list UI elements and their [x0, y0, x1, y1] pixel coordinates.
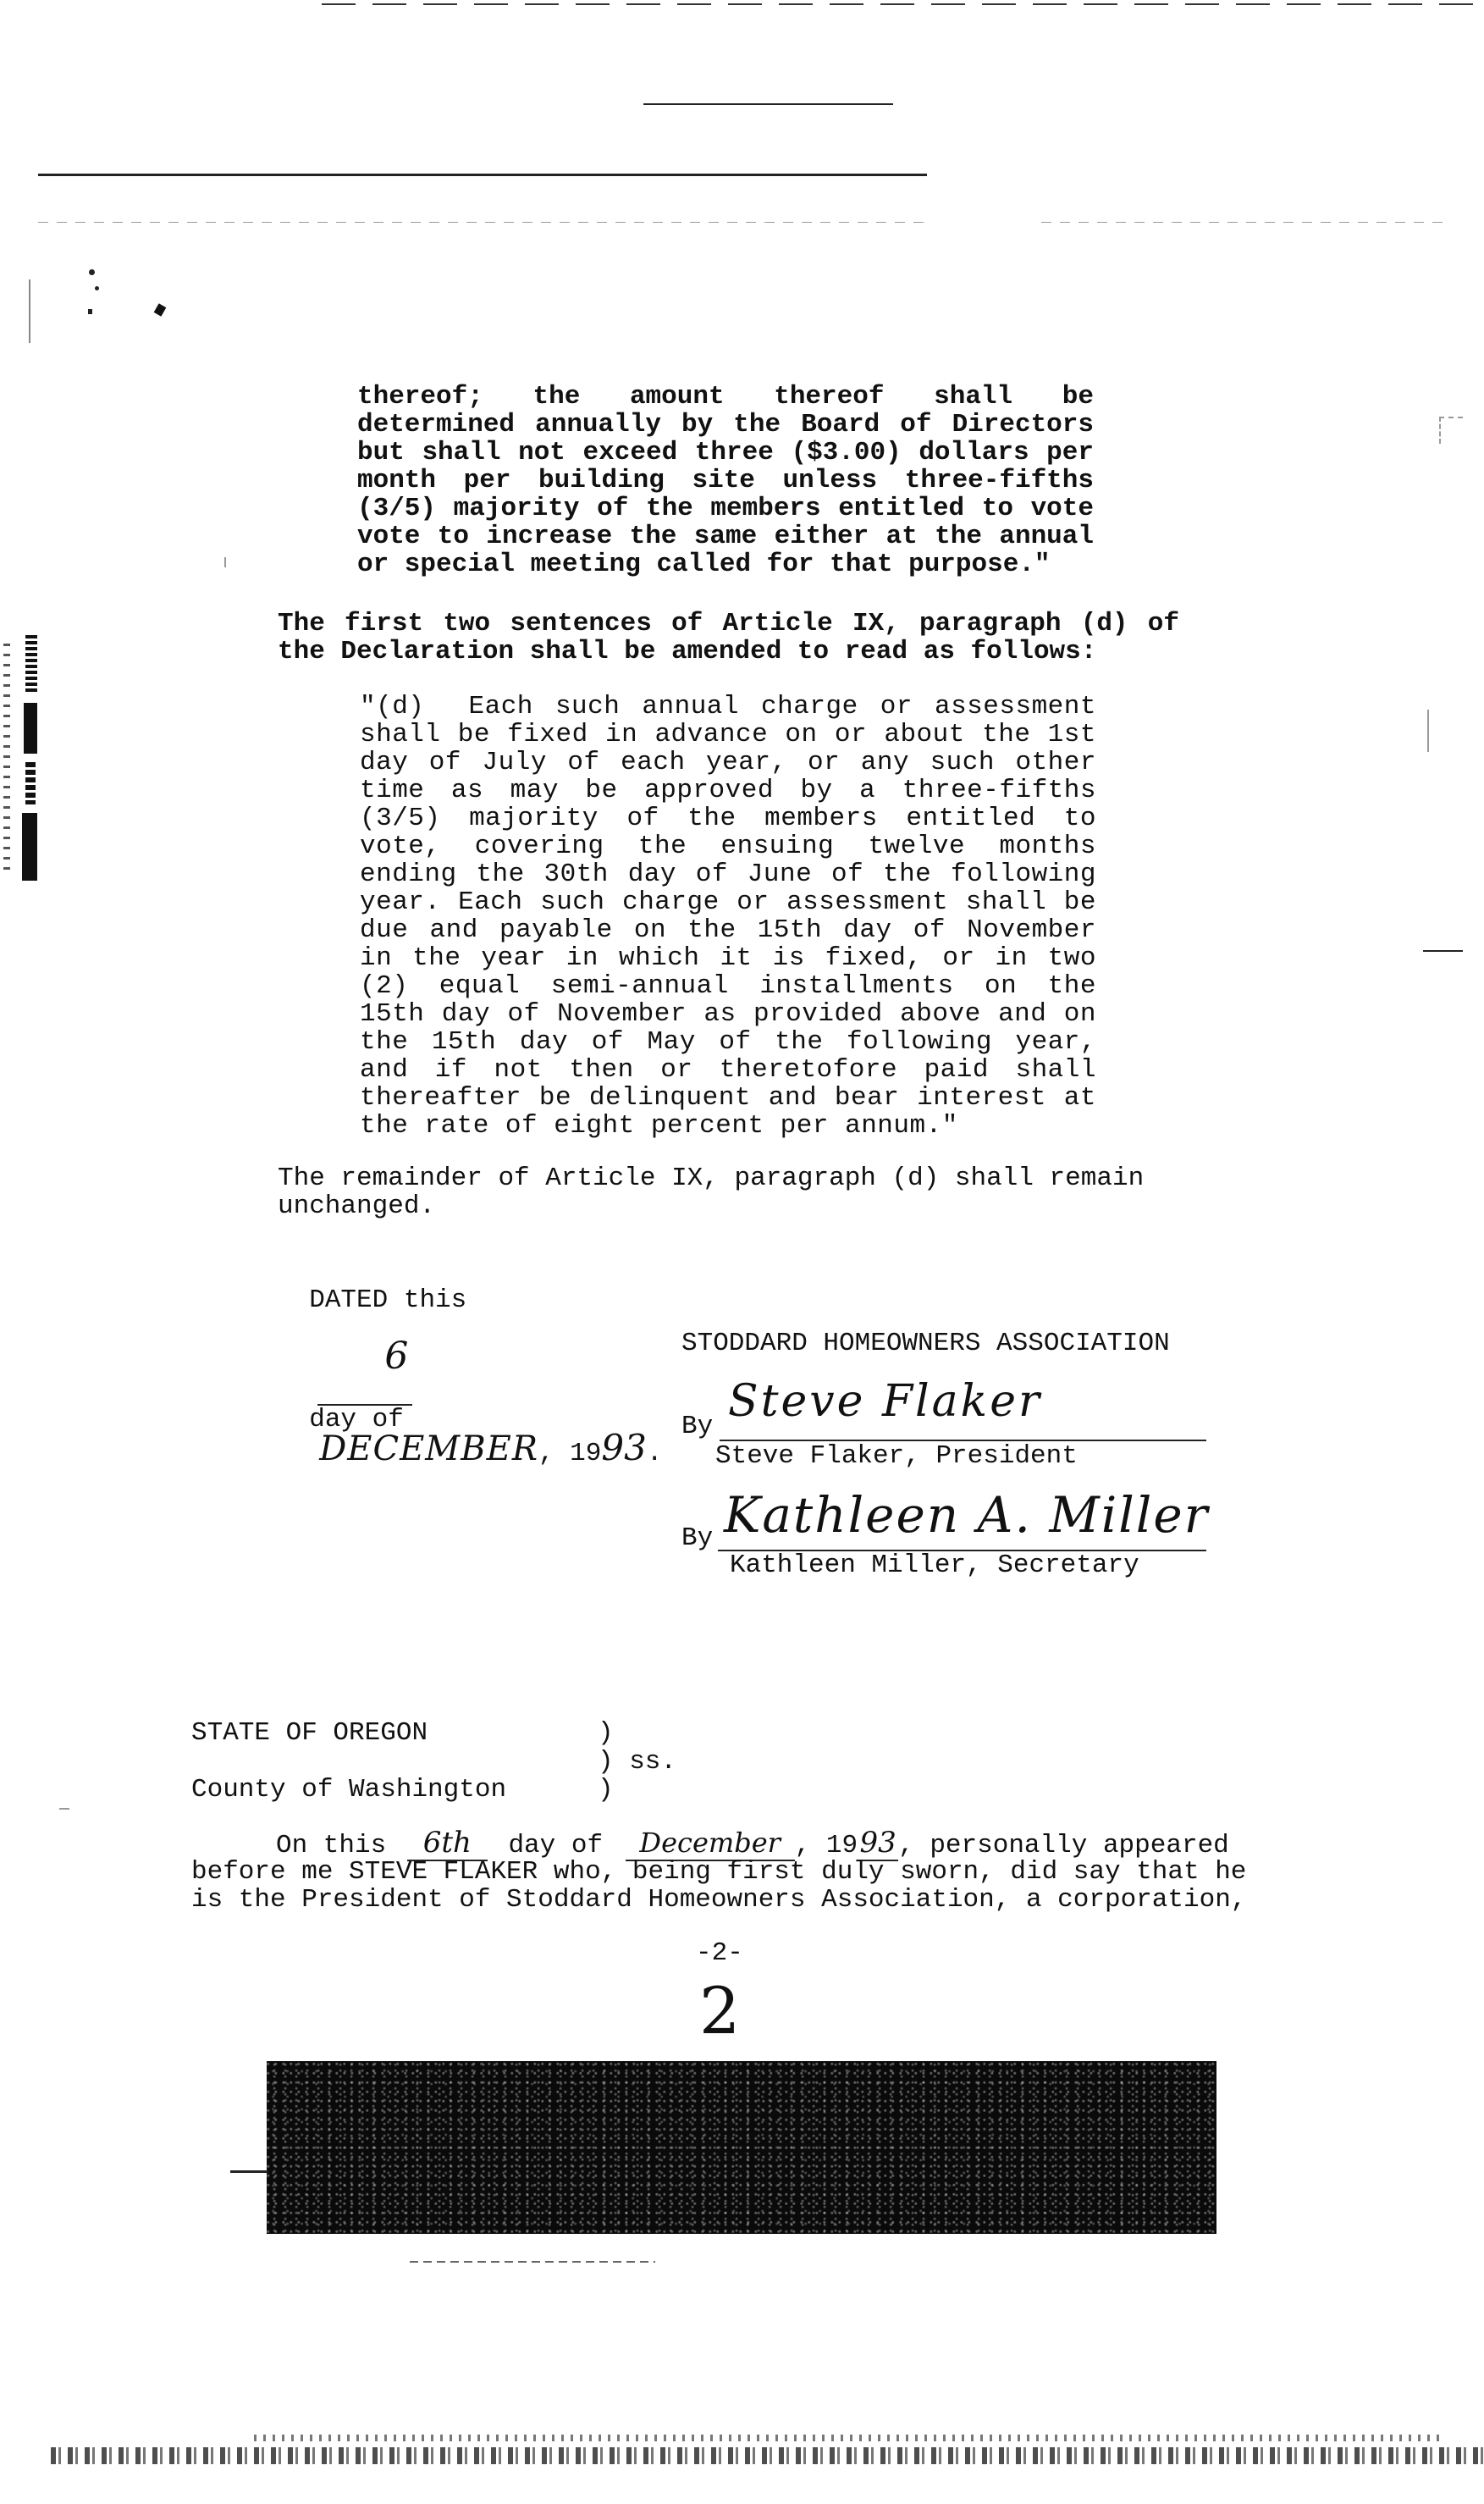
notary-year-prefix: , 19: [794, 1831, 858, 1860]
signature-2-name: Kathleen Miller, Secretary: [730, 1550, 1139, 1580]
bottom-noise-strip: [51, 2447, 1484, 2464]
dated-year-prefix: , 19: [538, 1439, 602, 1468]
quote-paragraph-2: "(d) Each such annual charge or assessment shall be fixed in advance on or about the 1st day of July of each year, or any such other time as may be approved by a three-fifths (3/5) majority of the members entitled to vote, covering the ensuing twelve months ending the 30th day of June of the following year. Each such charge or assessment shall be due and payable on the 15th day of November in the year in which it is fixed, or in two (2) equal semi-annual installments on the 15th day of November as provided above and on the 15th day of May of the following year, and if not then or theretofore paid shall thereafter be delinquent and bear interest at the rate of eight percent per annum.": [360, 692, 1113, 1141]
page-number: -2-: [696, 1938, 743, 1968]
handwritten-page-number: 2: [699, 1973, 741, 2048]
top-long-rule: [38, 174, 927, 176]
association-name: STODDARD HOMEOWNERS ASSOCIATION: [681, 1329, 1170, 1358]
right-vertical-line: [1427, 710, 1429, 752]
signature-2-by-label: By: [681, 1523, 714, 1553]
scan-dot: [89, 269, 95, 275]
notary-year-handwritten: 93: [859, 1826, 896, 1860]
dated-line: [278, 1258, 1040, 1468]
signature-1-script: Steve Flaker: [728, 1376, 1042, 1427]
amendment-intro: The first two sentences of Article IX, paragraph (d) of the Declaration shall be amended to read as follows:: [278, 609, 1195, 666]
notary-on-this: On this: [276, 1831, 387, 1860]
scan-dot: [88, 309, 92, 314]
dated-dayof: day of: [309, 1405, 404, 1434]
quote-paragraph-1: thereof; the amount thereof shall be determined annually by the Board of Directors but shall not exceed three ($3.00) dollars per month per building site unless three-fifths (3/5) majority of the members entitled to vote vote to increase the same either at the annual or special meeting called for that purpose.": [357, 382, 1110, 579]
dated-day-blank: [317, 1314, 412, 1406]
top-faint-rule: [38, 222, 927, 223]
top-short-rule: [643, 103, 893, 105]
notary-state: STATE OF OREGON: [191, 1718, 428, 1748]
top-dashed-rule: [322, 3, 1484, 5]
notary-ss: ) ss.: [598, 1747, 677, 1777]
right-faint-rule: [1041, 222, 1448, 223]
left-margin-line: [29, 279, 30, 343]
dated-prefix: DATED this: [309, 1285, 467, 1315]
notary-paren-3: ): [598, 1775, 614, 1805]
left-band-dash: [230, 2170, 268, 2173]
notary-county: County of Washington: [191, 1775, 507, 1805]
scan-dot: [95, 286, 99, 290]
binding-holes: [0, 635, 39, 885]
scan-dot: [154, 303, 167, 316]
dated-month-handwritten: DECEMBER: [319, 1429, 538, 1468]
right-corner-mark: [1439, 417, 1463, 444]
dated-period: .: [646, 1439, 663, 1468]
signature-1-by-label: By: [681, 1412, 714, 1441]
scan-noise-band: [267, 2061, 1216, 2234]
dated-year-handwritten: 93: [601, 1427, 647, 1468]
dated-day-handwritten: 6: [384, 1335, 409, 1378]
remainder-paragraph: The remainder of Article IX, paragraph (d) shall remain unchanged.: [278, 1164, 1160, 1221]
notary-day-handwritten: 6th: [422, 1826, 472, 1860]
left-tick: [224, 557, 226, 567]
left-small-mark: [59, 1808, 69, 1810]
notary-line-2: before me STEVE FLAKER who, being first duly sworn, did say that he: [191, 1857, 1247, 1887]
notary-month-handwritten: December: [639, 1827, 781, 1859]
right-dash: [1423, 950, 1463, 952]
signature-1-name: Steve Flaker, President: [715, 1441, 1078, 1471]
bottom-noise-strip-2: [254, 2435, 1439, 2441]
notary-paren-1: ): [598, 1718, 614, 1748]
notary-line-3: is the President of Stoddard Homeowners Association, a corporation,: [191, 1885, 1247, 1915]
notary-day-of: day of: [508, 1831, 604, 1860]
band-under-rule: [410, 2261, 655, 2263]
notary-appeared: , personally appeared: [898, 1831, 1229, 1860]
signature-2-script: Kathleen A. Miller: [724, 1486, 1210, 1544]
